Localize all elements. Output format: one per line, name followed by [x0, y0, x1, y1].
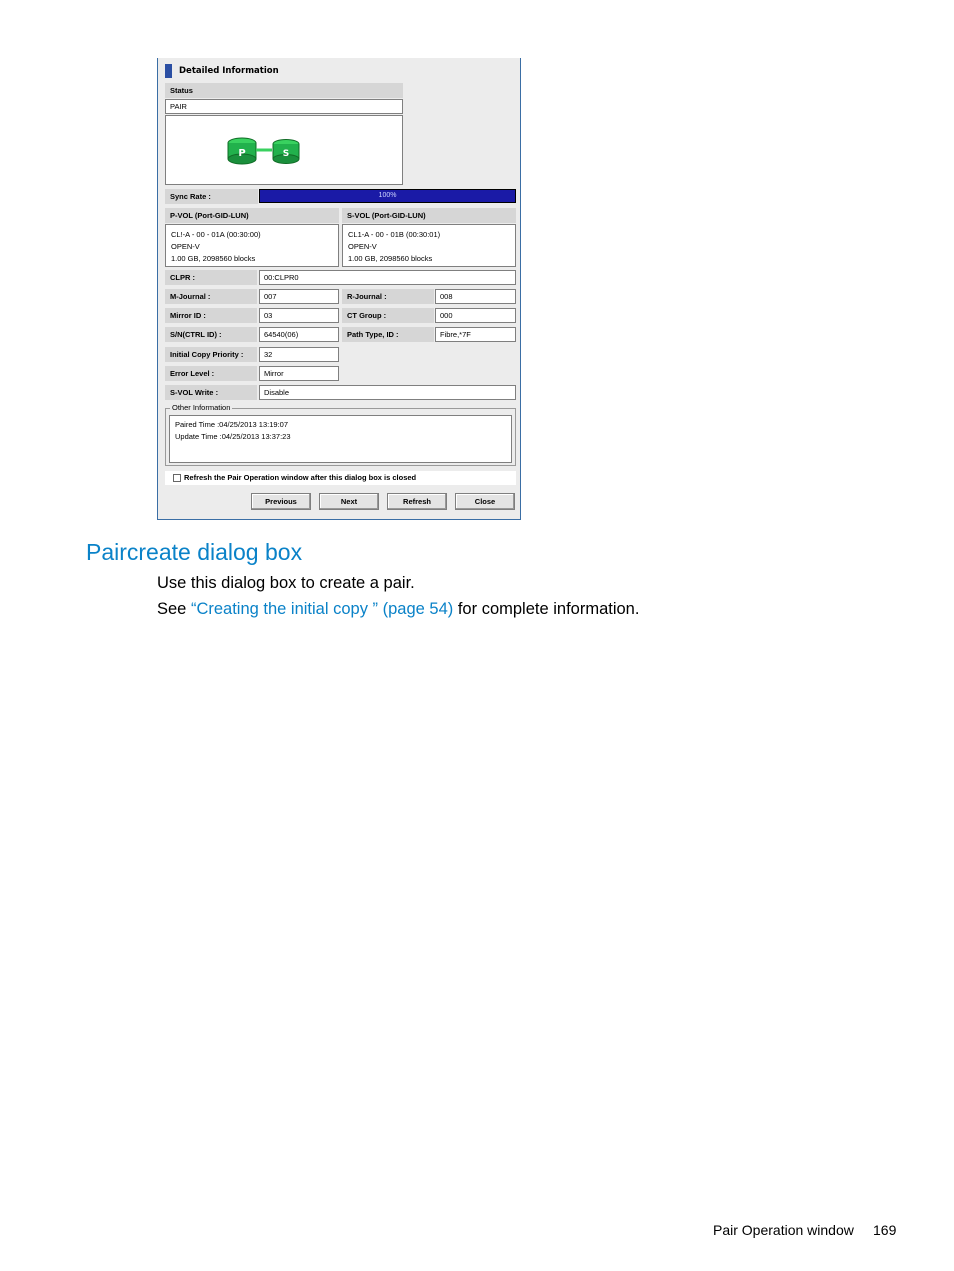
- creating-initial-copy-link[interactable]: “Creating the initial copy ” (page 54): [190, 600, 454, 618]
- next-button[interactable]: Next: [319, 493, 379, 510]
- pvol-header: P-VOL (Port-GID-LUN): [165, 208, 339, 223]
- path-type-field: Fibre,*7F: [435, 327, 516, 342]
- reference-suffix: for complete information.: [453, 600, 640, 618]
- footer-title: Pair Operation window: [713, 1222, 854, 1238]
- refresh-button[interactable]: Refresh: [387, 493, 447, 510]
- ct-group-field: 000: [435, 308, 516, 323]
- detailed-information-dialog: [157, 58, 521, 520]
- heading-marker: [165, 64, 172, 78]
- refresh-checkbox-row[interactable]: [165, 471, 516, 485]
- initial-copy-priority-label: Initial Copy Priority :: [165, 347, 257, 362]
- reference-line: [157, 600, 639, 619]
- clpr-label: CLPR :: [165, 270, 257, 285]
- mjournal-field: 007: [259, 289, 339, 304]
- sync-rate-label: Sync Rate :: [165, 189, 258, 204]
- previous-button[interactable]: Previous: [251, 493, 311, 510]
- close-button[interactable]: Close: [455, 493, 515, 510]
- page-number: 169: [873, 1222, 897, 1238]
- pvol-details: [165, 224, 339, 267]
- svol-line: OPEN-V: [348, 242, 377, 251]
- secondary-disk-label: S: [282, 149, 290, 159]
- path-type-label: Path Type, ID :: [342, 327, 434, 342]
- paired-time: Paired Time :04/25/2013 13:19:07: [175, 420, 288, 429]
- error-level-label: Error Level :: [165, 366, 257, 381]
- ct-group-label: CT Group :: [342, 308, 434, 323]
- clpr-field: 00:CLPR0: [259, 270, 516, 285]
- intro-line: Use this dialog box to create a pair.: [157, 574, 415, 592]
- sync-rate-progress-bar: [259, 189, 516, 203]
- dialog-heading: Detailed Information: [179, 66, 279, 76]
- other-information-legend: Other Information: [172, 403, 231, 412]
- pvol-line: CL!-A - 00 - 01A (00:30:00): [171, 230, 261, 239]
- serial-number-field: 64540(06): [259, 327, 339, 342]
- pvol-line: 1.00 GB, 2098560 blocks: [171, 254, 256, 263]
- initial-copy-priority-field: 32: [259, 347, 339, 362]
- sync-rate-value: 100%: [378, 192, 397, 199]
- mirror-id-label: Mirror ID :: [165, 308, 257, 323]
- svol-line: 1.00 GB, 2098560 blocks: [348, 254, 433, 263]
- update-time: Update Time :04/25/2013 13:37:23: [175, 432, 291, 441]
- status-field: PAIR: [165, 99, 403, 114]
- status-label: Status: [165, 83, 403, 98]
- refresh-checkbox-label: Refresh the Pair Operation window after this dialog box is closed: [184, 473, 417, 482]
- other-information-text[interactable]: [169, 415, 512, 463]
- rjournal-field: 008: [435, 289, 516, 304]
- pair-disks-icon: [226, 133, 326, 173]
- section-title: Paircreate dialog box: [86, 539, 303, 565]
- svol-write-label: S-VOL Write :: [165, 385, 257, 400]
- svol-header: S-VOL (Port-GID-LUN): [342, 208, 516, 223]
- mirror-id-field: 03: [259, 308, 339, 323]
- svol-details: [342, 224, 516, 267]
- error-level-field: Mirror: [259, 366, 339, 381]
- reference-prefix: See: [157, 600, 191, 618]
- primary-disk-label: P: [238, 148, 246, 159]
- pvol-line: OPEN-V: [171, 242, 200, 251]
- svol-line: CL1-A - 00 - 01B (00:30:01): [348, 230, 441, 239]
- refresh-checkbox[interactable]: [173, 474, 181, 482]
- mjournal-label: M-Journal :: [165, 289, 257, 304]
- rjournal-label: R-Journal :: [342, 289, 434, 304]
- serial-number-label: S/N(CTRL ID) :: [165, 327, 257, 342]
- pair-diagram: [165, 115, 403, 185]
- svol-write-field: Disable: [259, 385, 516, 400]
